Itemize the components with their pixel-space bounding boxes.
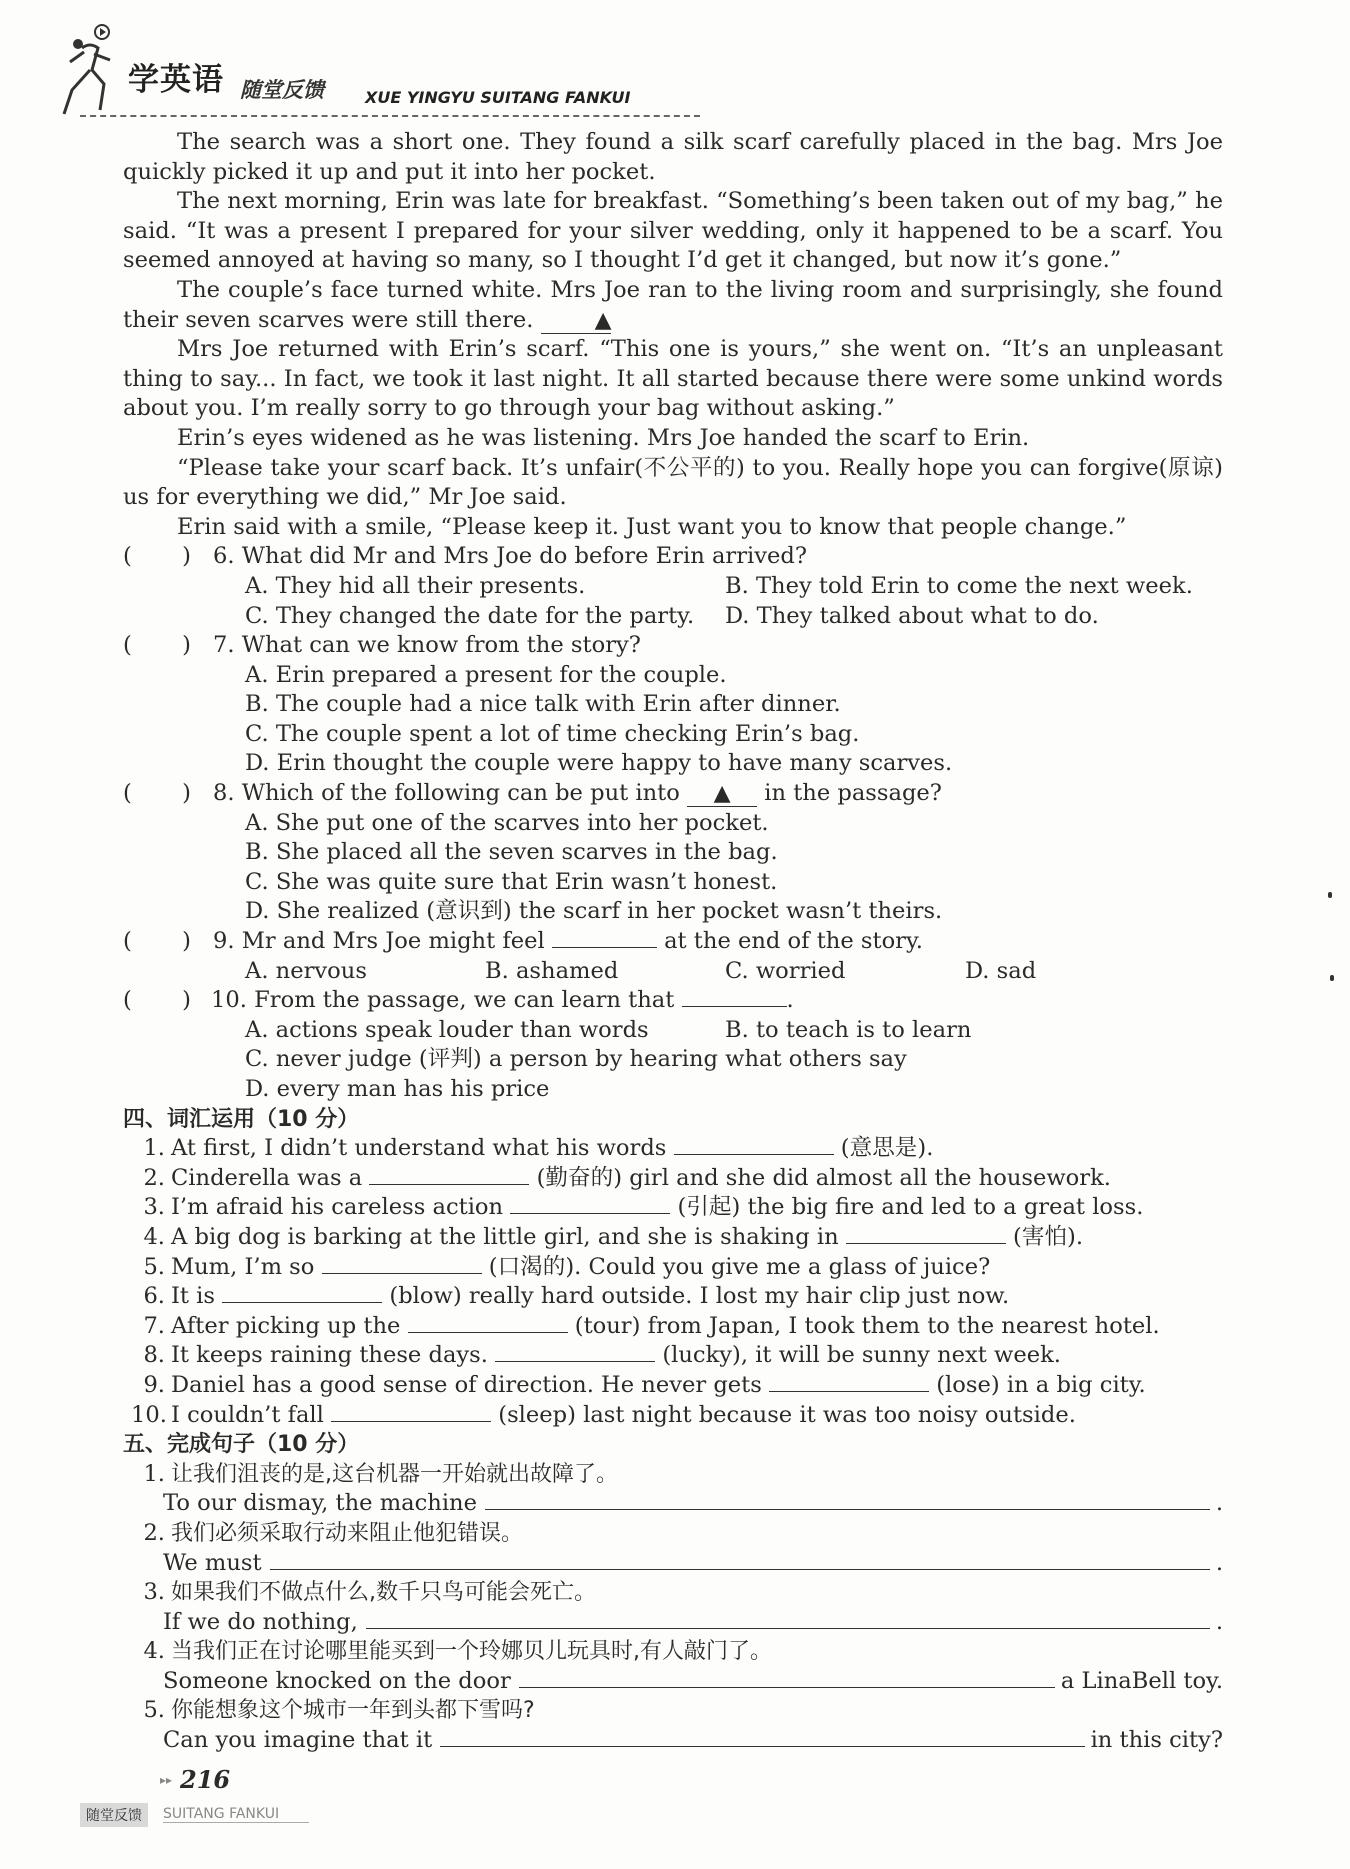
option-c: C. never judge (评判) a person by hearing what others say [245, 1046, 907, 1073]
sentence-start: If we do nothing, [163, 1608, 358, 1635]
vocabulary-item [131, 1193, 1223, 1223]
item-text: It keeps raining these days. [171, 1342, 488, 1369]
passage-paragraph: Mrs Joe returned with Erin’s scarf. “This one is yours,” she went on. “It’s an unpleasant thing to say... In fact, we took it last night. It all started because there were some unkind words about you. I’m really sorry to go through your bag without asking.” [123, 336, 1223, 422]
question-10 [123, 986, 1223, 1016]
sentence-start: We must [163, 1549, 262, 1576]
item-text: (lose) in a big city. [936, 1371, 1146, 1398]
item-text: (勤奋的) girl and she did almost all the housework. [536, 1164, 1111, 1191]
item-number: 2. [143, 1519, 165, 1546]
chinese-sentence: 我们必须采取行动来阻止他犯错误。 [171, 1520, 524, 1546]
answer-blank[interactable] [552, 927, 657, 948]
option-a: A. They hid all their presents. [245, 572, 586, 599]
options-row [245, 602, 1223, 632]
item-number: 9. [143, 1371, 165, 1398]
option-b: B. They told Erin to come the next week. [725, 572, 1193, 599]
option-b: B. She placed all the seven scarves in the bag. [245, 839, 778, 866]
header-title: 学英语 [128, 62, 224, 98]
vocabulary-item [131, 1282, 1223, 1312]
question-stem: at the end of the story. [664, 928, 923, 955]
item-number: 7. [143, 1312, 165, 1339]
sentence-prompt [131, 1696, 1223, 1726]
passage-paragraph: Erin said with a smile, “Please keep it. Just want you to know that people change.” [177, 513, 1127, 540]
page-number: 216 [180, 1765, 231, 1794]
item-text: I’m afraid his careless action [171, 1194, 504, 1221]
answer-line[interactable] [270, 1549, 1210, 1570]
option-b: B. The couple had a nice talk with Erin after dinner. [245, 691, 841, 718]
item-text: It is [171, 1283, 216, 1310]
vocabulary-item [131, 1134, 1223, 1164]
passage-paragraph: “Please take your scarf back. It’s unfair(不公平的) to you. Really hope you can forgive(原谅) us for everything we did,” Mr Joe said. [123, 454, 1223, 511]
header-divider [80, 115, 700, 117]
item-text: (引起) the big fire and led to a great loss. [677, 1194, 1144, 1221]
passage-text: The couple’s face turned white. Mrs Joe ran to the living room and surprisingly, she found their seven scarves were still there. [123, 276, 1223, 333]
chinese-sentence: 如果我们不做点什么,数千只鸟可能会死亡。 [171, 1580, 596, 1606]
question-stem: 7. What can we know from the story? [213, 632, 641, 659]
question-stem: in the passage? [764, 780, 942, 807]
answer-blank[interactable] [408, 1312, 568, 1333]
chinese-sentence: 当我们正在讨论哪里能买到一个玲娜贝儿玩具时,有人敲门了。 [171, 1639, 772, 1665]
margin-mark [1328, 892, 1332, 898]
item-text: (口渴的). Could you give me a glass of juice? [488, 1253, 991, 1280]
item-text: At first, I didn’t understand what his words [171, 1135, 667, 1162]
vocabulary-item [131, 1341, 1223, 1371]
vocabulary-item [131, 1164, 1223, 1194]
item-number: 6. [143, 1283, 165, 1310]
question-8 [123, 779, 1223, 809]
option-a: A. actions speak louder than words [245, 1016, 649, 1043]
answer-blank[interactable] [331, 1401, 491, 1422]
item-text: (意思是). [840, 1135, 934, 1162]
footer-pinyin: SUITANG FANKUI [163, 1806, 309, 1823]
vocabulary-list [123, 1134, 1223, 1430]
sentence-end: . [1215, 1608, 1223, 1635]
option-b: B. ashamed [485, 957, 619, 984]
arrow-icon: ▸▸ [160, 1773, 173, 1787]
triangle-blank: ▲ [687, 782, 757, 807]
passage-paragraph: The next morning, Erin was late for breakfast. “Something’s been taken out of my bag,” he said. “It was a present I prepared for your silver wedding, only it happened to be a scarf. You seemed annoyed at having so many, so I thought I’d get it changed, but now it’s gone.” [123, 188, 1223, 274]
sentence-answer-line [163, 1489, 1223, 1519]
question-stem: 10. From the passage, we can learn that [211, 987, 675, 1014]
sentence-answer-line [163, 1608, 1223, 1638]
item-text: (lucky), it will be sunny next week. [662, 1342, 1061, 1369]
item-number: 5. [143, 1697, 165, 1724]
answer-blank[interactable] [769, 1371, 929, 1392]
sentence-start: Someone knocked on the door [163, 1667, 511, 1694]
sentence-prompt [131, 1460, 1223, 1490]
chinese-sentence: 你能想象这个城市一年到头都下雪吗? [171, 1698, 535, 1724]
answer-bracket[interactable]: ( ) [123, 780, 191, 807]
sentence-end: . [1215, 1549, 1223, 1576]
sentence-prompt [131, 1519, 1223, 1549]
options-row [245, 957, 1223, 987]
header-pinyin: XUE YINGYU SUITANG FANKUI [365, 88, 631, 107]
question-6 [123, 542, 1223, 572]
item-number: 4. [143, 1638, 165, 1665]
answer-blank[interactable] [495, 1341, 655, 1362]
item-number: 4. [143, 1223, 165, 1250]
item-number: 2. [143, 1164, 165, 1191]
question-7 [123, 631, 1223, 661]
option-a: A. nervous [245, 957, 367, 984]
answer-blank[interactable] [322, 1253, 482, 1274]
page-content [123, 128, 1223, 1756]
question-stem: 8. Which of the following can be put into [213, 780, 680, 807]
answer-bracket[interactable]: ( ) [123, 987, 191, 1014]
sentence-start: To our dismay, the machine [163, 1490, 477, 1517]
item-text: After picking up the [171, 1312, 401, 1339]
answer-line[interactable] [519, 1667, 1055, 1688]
vocabulary-item [131, 1401, 1223, 1431]
answer-bracket[interactable]: ( ) [123, 928, 191, 955]
sentence-end: . [1215, 1490, 1223, 1517]
sentence-start: Can you imagine that it [163, 1727, 433, 1754]
item-text: (害怕). [1013, 1223, 1084, 1250]
answer-blank[interactable] [846, 1223, 1006, 1244]
sentence-end: in this city? [1090, 1727, 1223, 1754]
answer-blank[interactable] [674, 1134, 834, 1155]
triangle-blank: ▲ [541, 309, 611, 334]
page-header [60, 18, 1300, 123]
item-number: 8. [143, 1342, 165, 1369]
option-d: D. sad [965, 957, 1037, 984]
chinese-sentence: 让我们沮丧的是,这台机器一开始就出故障了。 [171, 1461, 618, 1487]
item-number: 1. [143, 1135, 165, 1162]
sentence-answer-line [163, 1726, 1223, 1756]
item-text: (blow) really hard outside. I lost my hair clip just now. [389, 1283, 1010, 1310]
sentence-list [123, 1460, 1223, 1756]
item-text: Daniel has a good sense of direction. He never gets [171, 1371, 762, 1398]
header-subtitle: 随堂反馈 [240, 78, 324, 102]
vocabulary-item [131, 1371, 1223, 1401]
answer-blank[interactable] [222, 1282, 382, 1303]
item-text: Mum, I’m so [171, 1253, 315, 1280]
answer-blank[interactable] [510, 1193, 670, 1214]
item-number: 1. [143, 1460, 165, 1487]
item-number: 3. [143, 1194, 165, 1221]
option-c: C. worried [725, 957, 846, 984]
section-4-title: 四、词汇运用（10 分） [123, 1106, 360, 1132]
item-text: A big dog is barking at the little girl, and she is shaking in [171, 1223, 839, 1250]
vocabulary-item [131, 1223, 1223, 1253]
option-c: C. They changed the date for the party. [245, 602, 695, 629]
question-stem: 6. What did Mr and Mrs Joe do before Erin arrived? [213, 543, 807, 570]
answer-blank[interactable] [682, 986, 787, 1007]
answer-blank[interactable] [369, 1164, 529, 1185]
option-d: D. She realized (意识到) the scarf in her pocket wasn’t theirs. [245, 898, 943, 925]
question-stem: 9. Mr and Mrs Joe might feel [213, 928, 545, 955]
answer-line[interactable] [366, 1608, 1210, 1629]
question-stem: . [786, 987, 794, 1014]
item-text: (tour) from Japan, I took them to the nearest hotel. [574, 1312, 1160, 1339]
option-c: C. The couple spent a lot of time checking Erin’s bag. [245, 720, 860, 747]
option-b: B. to teach is to learn [725, 1016, 972, 1043]
sentence-answer-line [163, 1667, 1223, 1697]
sentence-prompt [131, 1637, 1223, 1667]
item-text: Cinderella was a [171, 1164, 363, 1191]
sentence-prompt [131, 1578, 1223, 1608]
vocabulary-item [131, 1253, 1223, 1283]
sentence-end: a LinaBell toy. [1060, 1667, 1223, 1694]
sentence-answer-line [163, 1549, 1223, 1579]
answer-bracket[interactable]: ( ) [123, 543, 191, 570]
margin-mark [1330, 975, 1334, 981]
answer-line[interactable] [440, 1726, 1084, 1747]
options-row [245, 572, 1223, 602]
option-d: D. Erin thought the couple were happy to have many scarves. [245, 750, 953, 777]
vocabulary-item [131, 1312, 1223, 1342]
option-d: D. every man has his price [245, 1076, 550, 1102]
passage-paragraph: Erin’s eyes widened as he was listening. Mrs Joe handed the scarf to Erin. [177, 424, 1030, 451]
footer-label: 随堂反馈 [80, 1803, 148, 1827]
item-text: (sleep) last night because it was too noisy outside. [498, 1401, 1076, 1428]
page-footer [80, 1765, 380, 1855]
option-c: C. She was quite sure that Erin wasn’t honest. [245, 868, 778, 895]
passage-paragraph: The search was a short one. They found a silk scarf carefully placed in the bag. Mrs Joe quickly picked it up and put it into her pocket. [123, 129, 1223, 185]
section-5-title: 五、完成句子（10 分） [123, 1432, 360, 1458]
option-a: A. Erin prepared a present for the couple. [245, 661, 727, 688]
answer-bracket[interactable]: ( ) [123, 632, 191, 659]
item-number: 5. [143, 1253, 165, 1280]
item-text: I couldn’t fall [171, 1401, 324, 1428]
item-number: 10. [131, 1401, 167, 1428]
passage-paragraph [123, 276, 1223, 335]
options-row [245, 1016, 1223, 1046]
option-a: A. She put one of the scarves into her pocket. [245, 809, 769, 836]
item-number: 3. [143, 1579, 165, 1606]
question-9 [123, 927, 1223, 957]
answer-line[interactable] [485, 1489, 1210, 1510]
option-d: D. They talked about what to do. [725, 602, 1099, 629]
